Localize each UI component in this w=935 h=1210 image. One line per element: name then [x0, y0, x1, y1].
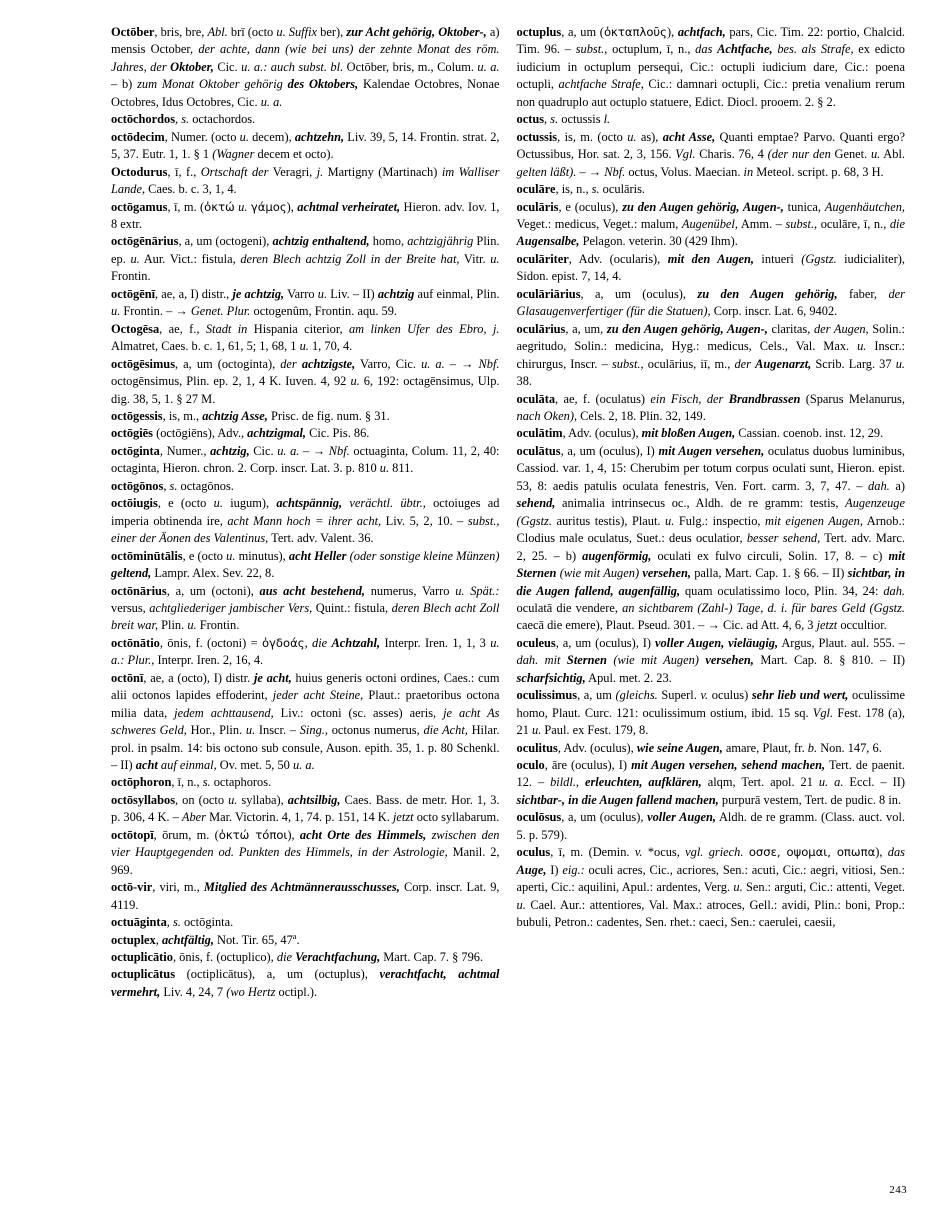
page-number: 243 [889, 1184, 907, 1196]
dictionary-entry: Octōber, bris, bre, Abl. brī (octo u. Suffix ber), zur Acht gehörig, Oktober-, a) mensis October, der achte, dann (wie bei uns) der zehnte Monat des röm. Jahres, der Oktober, Cic. u. a.: auch subst. bl. Octōber, bris, m., Colum. u. a. – b) zum Monat Oktober gehörig des Oktobers, Kalendae Octobres, Nonae Octobres, Idus Octobres, Cic. u. a. [111, 25, 500, 109]
dictionary-entry: octōgēsimus, a, um (octoginta), der achtzigste, Varro, Cic. u. a. – → Nbf. octogēnsimus, Plin. ep. 2, 1, 4 K. Iuven. 4, 92 u. 6, 192: octagēnsimus, Ulp. dig. 38, 5, 1. § 27 M. [111, 356, 500, 406]
dictionary-entry: octōgamus, ī, m. (ὀκτώ u. γάμος), achtmal verheiratet, Hieron. adv. Iov. 1, 8 extr. [111, 199, 500, 231]
dictionary-entry: oculo, āre (oculus), I) mit Augen versehen, sehend machen, Tert. de paenit. 12. – bildl., erleuchten, aufklären, alqm, Tert. apol. 21 u. a. Eccl. – II) sichtbar-, in die Augen fallend machen, purpurā vestem, Tert. de pudic. 8 in. [516, 758, 905, 807]
dictionary-entry: octuplex, achtfältig, Not. Tir. 65, 47$^a$. [111, 930, 300, 947]
dictionary-entry: oculārius, a, um, zu den Augen gehörig, Augen-, claritas, der Augen, Solin.: aegritudo, Solin.: medicina, Hyg.: medicus, Cels., Val. Max. u. Inscr.: chirurgus, Inscr. – subst., oculārius, iī, m., der Augenarzt, Scrib. Larg. 37 u. 38. [516, 321, 905, 389]
dictionary-entry: oculōsus, a, um (oculus), voller Augen, Aldh. de re gramm. (Class. auct. vol. 5. p. 579). [516, 810, 905, 842]
two-column-text-body [111, 24, 905, 1001]
dictionary-entry: oculātus, a, um (oculus), I) mit Augen versehen, oculatus duobus luminibus, Cassiod. var. 1, 4, 15: Cherubim per totum corpus oculati sunt, Hieron. epist. 53, 8: aedis patulis oculata fenestris, Ven. Fort. carm. 3, 7, 47. – dah. a) sehend, animalia intrinsecus oc., Aldh. de re gramm: testis, Augenzeuge (Ggstz. auritus testis), Plaut. u. Fulg.: inspectio, mit eigenen Augen, Arnob.: Clodius male oculatus, Suet.: deus oculatior, besser sehend, Tert. adv. Marc. 2, 25. – b) augenförmig, oculati ex fulvo circuli, Solin. 17, 8. – c) mit Sternen (wie mit Augen) versehen, palla, Mart. Cap. 1. § 66. – II) sichtbar, in die Augen fallend, augenfällig, quam oculatissimo loco, Plin. 34, 24: dah. oculatā die vendere, an sichtbarem (Zahl-) Tage, d. i. für bares Geld (Ggstz. caecā die emere), Plaut. Pseud. 301. – → Cic. ad Att. 4, 6, 3 jetzt occultior. [516, 443, 906, 633]
dictionary-entry: octōginta, Numer., achtzig, Cic. u. a. – → Nbf. octuaginta, Colum. 11, 2, 40: octaginta, Hieron. chron. 2. Corp. inscr. Lat. 3. p. 810 u. 811. [111, 443, 500, 476]
dictionary-entry: Octodurus, ī, f., Ortschaft der Veragri, j. Martigny (Martinach) im Walliser Lande, Caes. b. c. 3, 1, 4. [111, 164, 500, 197]
dictionary-entry: octōgessis, is, m., achtzig Asse, Prisc. de fig. num. § 31. [111, 408, 390, 423]
dictionary-entry: octōgōnos, s. octagōnos. [111, 478, 234, 493]
dictionary-entry: oculāta, ae, f. (oculatus) ein Fisch, der Brandbrassen (Sparus Melanurus, nach Oken), Cels. 2, 18. Plin. 32, 149. [516, 391, 905, 423]
dictionary-entry: oculāris, e (oculus), zu den Augen gehörig, Augen-, tunica, Augenhäutchen, Veget.: medicus, Veget.: malum, Augenübel, Amm. – subst., oculāre, ī, n., die Augensalbe, Pelagon. veterin. 30 (429 Ihm). [516, 199, 905, 249]
right-text-column [517, 24, 906, 1001]
dictionary-entry: octōdecim, Numer. (octo u. decem), achtzehn, Liv. 39, 5, 14. Frontin. strat. 2, 5, 37. Eutr. 1, 1. § 1 (Wagner decem et octo). [111, 129, 500, 162]
dictionary-entry: oculāriārius, a, um (oculus), zu den Augen gehörig, faber, der Glasaugenverfertiger (für die Statuen), Corp. inscr. Lat. 6, 9402. [516, 286, 906, 319]
dictionary-entry: octussis, is, m. (octo u. as), acht Asse, Quanti emptae? Parvo. Quanti ergo? Octussibus, Hor. sat. 2, 3, 156. Vgl. Charis. 76, 4 (der nur den Genet. u. Abl. gelten läßt). – → Nbf. octus, Volus. Maecian. in Meteol. script. p. 68, 3 H. [516, 129, 905, 179]
dictionary-entry: octōnī, ae, a (octo), I) distr. je acht, huius generis octoni ordines, Caes.: cum alii octonos lapides effoderint, jeder acht Steine, Plaut.: praetoribus octona milia data, jedem achttausend, Liv.: octoni (sc. asses) aeris, je acht As schweres Geld, Hor., Plin. u. Inscr. – Sing., octonus numerus, die Acht, Hilar. prol. in psalm. 14: bis octono sub consule, Auson. epith. 35, 1. p. 80 Schenkl. – II) acht auf einmal, Ov. met. 5, 50 u. a. [111, 670, 500, 773]
dictionary-entry: octōnārius, a, um (octoni), aus acht bestehend, numerus, Varro u. Spät.: versus, achtgliederiger jambischer Vers, Quint.: fistula, deren Blech acht Zoll breit war, Plin. u. Frontin. [111, 583, 500, 633]
dictionary-entry: octuāginta, s. octōginta. [111, 915, 234, 930]
dictionary-entry: octōgēnārius, a, um (octogeni), achtzig enthaltend, homo, achtzigjährig Plin. ep. u. Aur. Vict.: fistula, deren Blech achtzig Zoll in der Breite hat, Vitr. u. Frontin. [111, 234, 500, 284]
dictionary-entry: oculitus, Adv. (oculus), wie seine Augen, amare, Plaut, fr. b. Non. 147, 6. [516, 740, 882, 755]
dictionary-entry: octuplus, a, um (ὀκταπλοῦς), achtfach, pars, Cic. Tim. 22: portio, Chalcid. Tim. 96. – subst., octuplum, ī, n., das Achtfache, bes. als Strafe, ex edicto iudicium in octuplum persequi, Cic.: octupli iudicium dare, Cic.: poena octupli, achtfache Strafe, Cic.: damnari octupli, Cic.: pretia venalium rerum non quadruplo aut octuplo statuere, Edict. Diocl. prooem. 2. § 2. [516, 25, 906, 109]
dictionary-entry: octōgiēs (octōgiēns), Adv., achtzigmal, Cic. Pis. 86. [111, 426, 370, 441]
dictionary-entry: octōminūtālis, e (octo u. minutus), acht Heller (oder sonstige kleine Münzen) geltend, Lampr. Alex. Sev. 22, 8. [111, 548, 500, 581]
dictionary-entry: octuplicātio, ōnis, f. (octuplico), die Verachtfachung, Mart. Cap. 7. § 796. [111, 950, 484, 965]
dictionary-entry: oculissimus, a, um (gleichs. Superl. v. oculus) sehr lieb und wert, oculissime homo, Plaut. Curc. 121: oculissimum ostium, ibid. 15 sq. Vgl. Fest. 178 (a), 21 u. Paul. ex Fest. 179, 8. [516, 688, 905, 738]
dictionary-entry: oculāre, is, n., s. oculāris. [516, 182, 645, 197]
dictionary-entry: oculāriter, Adv. (ocularis), mit den Augen, intueri (Ggstz. iudicialiter), Sidon. epist. 7, 14, 4. [516, 251, 905, 284]
dictionary-entry: octus, s. octussis l. [516, 112, 611, 127]
dictionary-entry: octōsyllabos, on (octo u. syllaba), achtsilbig, Caes. Bass. de metr. Hor. 1, 3. p. 306, 4 K. – Aber Mar. Victorin. 4, 1, 74. p. 151, 14 K. jetzt octo syllabarum. [111, 792, 500, 825]
dictionary-entry: octōtopī, ōrum, m. (ὀκτώ τόποι), acht Orte des Himmels, zwischen den vier Hauptgegenden od. Punkten des Himmels, in der Astrologie, Manil. 2, 969. [111, 827, 500, 877]
dictionary-entry: octōnātio, ōnis, f. (octoni) = ὀγδοάς, die Achtzahl, Interpr. Iren. 1, 1, 3 u. a.: Plur., Interpr. Iren. 2, 16, 4. [111, 635, 500, 668]
dictionary-entry: octōgēnī, ae, a, I) distr., je achtzig, Varro u. Liv. – II) achtzig auf einmal, Plin. u. Frontin. – → Genet. Plur. octogenûm, Frontin. aqu. 59. [111, 286, 500, 319]
left-text-column [111, 24, 500, 1001]
dictionary-entry: oculātim, Adv. (oculus), mit bloßen Augen, Cassian. coenob. inst. 12, 29. [516, 426, 884, 441]
dictionary-entry: oculus, ī, m. (Demin. v. *ocus, vgl. griech. οσσε, οψομαι, οπωπα), das Auge, I) eig.: oculi acres, Cic., acriores, Sen.: acuti, Cic.: aegri, vitiosi, Sen.: aperti, Cic.: aquilini, Apul.: ardentes, Verg. u. Sen.: arguti, Cic.: attenti, Veget. u. Cael. Aur.: attentiores, Val. Max.: atroces, Gell.: avidi, Plin.: boni, Prop.: bubuli, Petron.: cadentes, Sen. rhet.: caeci, Sen.: caerulei, caesii, [516, 845, 906, 930]
dictionary-entry: octōphoron, ī, n., s. octaphoros. [111, 775, 272, 790]
dictionary-entry: octōiugis, e (octo u. iugum), achtspännig, verächtl. übtr., octoiuges ad imperia obtinenda ire, acht Mann hoch = ihrer acht, Liv. 5, 2, 10. – subst., einer der Äonen des Valentinus, Tert. adv. Valent. 36. [111, 496, 500, 546]
dictionary-entry: octōchordos, s. octachordos. [111, 112, 256, 127]
dictionary-entry: octuplicātus (octiplicātus), a, um (octuplus), verachtfacht, achtmal vermehrt, Liv. 4, 24, 7 (wo Hertz octipl.). [111, 967, 500, 999]
dictionary-entry: oculeus, a, um (oculus), I) voller Augen, vieläugig, Argus, Plaut. aul. 555. – dah. mit Sternen (wie mit Augen) versehen, Mart. Cap. 8. § 810. – II) scharfsichtig, Apul. met. 2. 23. [516, 635, 905, 685]
dictionary-entry: Octogēsa, ae, f., Stadt in Hispania citerior, am linken Ufer des Ebro, j. Almatret, Caes. b. c. 1, 61, 5; 1, 68, 1 u. 1, 70, 4. [111, 321, 500, 354]
dictionary-entry: octō-vir, viri, m., Mitglied des Achtmännerausschusses, Corp. inscr. Lat. 9, 4119. [111, 880, 500, 912]
